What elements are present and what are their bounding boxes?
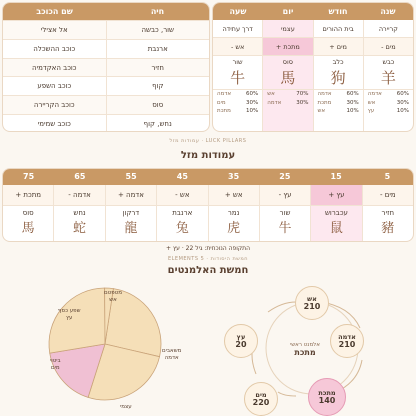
luck-element: אש + [209, 185, 259, 206]
pct-value: 30% [296, 99, 309, 106]
pillar-animal: כבש [382, 58, 395, 66]
luck-animal: דרקון [122, 209, 140, 217]
pie-label-text: משאבים אדמה [162, 348, 182, 361]
luck-glyph: 蛇 [73, 221, 87, 236]
pct-row [314, 107, 363, 116]
luck-pillar[interactable] [259, 185, 310, 242]
animal-cell: נחש, קוף [143, 119, 172, 128]
star-cell: כוכב ההשכלה [3, 40, 107, 58]
pillar-role: עצמי [263, 20, 312, 38]
luck-pillars-table [2, 168, 414, 242]
luck-pillar[interactable] [208, 185, 259, 242]
luck-element: אש - [157, 185, 207, 206]
pct-row [364, 107, 413, 116]
luck-element: מים - [363, 185, 413, 206]
header-day: יום [282, 7, 294, 16]
pie-label-text: עצמי [120, 404, 132, 410]
pie-label-text: ביטוי מים [50, 358, 61, 371]
animal-cell: שור, כבשה [141, 26, 175, 34]
pct-value: 30% [396, 99, 409, 106]
node-label: מתכת [318, 389, 336, 397]
pct-element: עץ [367, 108, 375, 114]
pie-label-earth [162, 348, 181, 362]
age-cell: 55 [125, 172, 137, 181]
age-cell: 75 [23, 172, 35, 181]
luck-animal: חזיר [381, 209, 395, 217]
pillar-glyph: 狗 [314, 68, 363, 90]
pie-label-water [50, 358, 61, 372]
pct-row [263, 90, 312, 99]
luck-element: עץ - [260, 185, 310, 206]
header-star: שם הכוכב [36, 7, 73, 16]
luck-animal: סוס [22, 209, 34, 217]
age-cell: 15 [330, 172, 342, 181]
star-animal-table [2, 2, 210, 132]
pillar-role: בית ההורים [314, 20, 363, 38]
arrow-metal-water [278, 392, 296, 396]
pillar-day[interactable] [263, 20, 313, 132]
pct-element: מתכת [317, 99, 332, 106]
pct-element: אדמה [367, 91, 382, 97]
animal-cell: סוס [152, 101, 164, 110]
pillar-glyph: 羊 [364, 68, 413, 90]
pct-row [213, 99, 262, 108]
pct-value: 10% [346, 108, 359, 114]
four-pillars-header [213, 3, 413, 20]
header-hour: שעה [229, 7, 247, 16]
node-value: 220 [252, 398, 270, 407]
pct-element: אדמה [267, 99, 282, 106]
star-cell: כוכב השפע [3, 77, 107, 95]
pillar-animal: שור [232, 58, 243, 66]
pct-value: 60% [346, 91, 359, 97]
star-animal-header [3, 3, 209, 20]
age-cell: 25 [279, 172, 291, 181]
luck-pillar[interactable] [362, 185, 413, 242]
pct-element: אש [367, 99, 376, 106]
pillar-element: אש - [213, 38, 262, 56]
luck-animal: שור [279, 209, 291, 217]
luck-glyph: 虎 [227, 221, 241, 236]
star-cell: כוכב שמימי [3, 115, 107, 132]
luck-ages-header [3, 169, 413, 185]
header-year: שנה [380, 7, 396, 16]
luck-glyph: 豬 [381, 221, 395, 236]
pct-value: 10% [396, 108, 409, 114]
pie-label-metal [120, 404, 132, 411]
pct-value: 30% [346, 99, 359, 106]
luck-element: עץ + [311, 185, 361, 206]
header-animal: חיה [150, 7, 165, 16]
pct-element: מתכת [217, 108, 231, 114]
animal-cell: ארנבת [147, 44, 168, 53]
pillar-animal: כלב [332, 58, 344, 66]
pillar-month[interactable] [314, 20, 364, 132]
star-cell: כוכב האקדמיה [3, 59, 107, 77]
luck-pillar-current[interactable] [310, 185, 361, 242]
pct-row [213, 90, 262, 99]
luck-title: עמודות מזל [180, 150, 236, 161]
element-node-wood[interactable] [224, 324, 258, 358]
pct-element: אש [267, 91, 275, 97]
star-cell: כוכב הקריירה [3, 96, 107, 114]
header-month: חודש [328, 7, 348, 16]
pct-row [364, 90, 413, 99]
node-label: מים [255, 391, 267, 399]
pillar-glyph: 馬 [263, 68, 312, 90]
pct-value: 60% [246, 91, 259, 97]
pie-label-text: שפע כסף עץ [58, 308, 81, 321]
luck-animal: ארנבת [172, 209, 193, 217]
pct-row [314, 90, 363, 99]
age-cell: 5 [384, 172, 391, 181]
pct-row [364, 99, 413, 108]
node-value: 140 [318, 396, 336, 405]
pct-value: 60% [396, 91, 409, 97]
pct-row [213, 107, 262, 116]
luck-caption: עמודות מזל · LUCK PILLARS [169, 138, 247, 144]
pct-value: 70% [296, 91, 309, 97]
pillar-role: קריירה [364, 20, 413, 38]
element-node-metal[interactable] [308, 378, 346, 416]
luck-glyph: 鼠 [329, 221, 343, 236]
pillar-element: מים + [314, 38, 363, 56]
table-row [3, 20, 209, 39]
pct-row [314, 99, 363, 108]
luck-animal: נמר [227, 209, 240, 217]
pct-element: אש [317, 108, 326, 114]
luck-pillar[interactable] [53, 185, 104, 242]
pillar-element: מים - [364, 38, 413, 56]
luck-pillar[interactable] [3, 185, 53, 242]
four-pillars-table [212, 2, 414, 132]
node-label: אדמה [338, 333, 356, 341]
luck-element: אדמה + [106, 185, 156, 206]
pct-element: אדמה [317, 91, 332, 97]
node-value: 20 [235, 340, 247, 349]
node-label: אש [307, 295, 317, 303]
node-value: 210 [303, 302, 321, 311]
pct-element: אדמה [217, 91, 232, 97]
pie-label-fire [104, 290, 122, 304]
element-node-water[interactable] [244, 382, 278, 416]
primary-element-caption: אלמנט ראשי [290, 342, 320, 348]
pillar-year[interactable] [364, 20, 413, 132]
node-label: עץ [236, 333, 246, 341]
luck-element: אדמה - [54, 185, 104, 206]
pct-element: מים [217, 99, 226, 106]
elements-caption: ELEMENTS 5 · חמשת היסודות [167, 256, 249, 262]
age-cell: 65 [74, 172, 86, 181]
table-row [3, 58, 209, 77]
luck-glyph: 馬 [21, 221, 35, 236]
pct-value: 30% [246, 99, 259, 106]
luck-glyph: 兔 [175, 221, 189, 236]
elements-title: חמשת האלמנטים [167, 265, 249, 276]
pillar-glyph: 牛 [213, 68, 262, 90]
primary-element [280, 342, 330, 357]
element-node-fire[interactable] [295, 286, 329, 320]
luck-glyph: 龍 [124, 221, 138, 236]
pie-label-wood [58, 308, 81, 322]
current-period-status: התקופה הנוכחית: גיל 22 · עץ + [165, 245, 251, 252]
table-row [3, 39, 209, 58]
pie-label-text: מטפטם אש [104, 290, 122, 303]
table-row [3, 114, 209, 132]
table-row [3, 95, 209, 114]
pillar-role: דרך עתידה [213, 20, 262, 38]
node-value: 210 [338, 340, 356, 349]
element-node-earth[interactable] [330, 324, 364, 358]
luck-animal: נחש [73, 209, 86, 217]
primary-element-value: מתכת [294, 348, 316, 357]
pillar-hour[interactable] [213, 20, 263, 132]
luck-element: מתכת + [3, 185, 53, 206]
pillar-element: מתכת + [263, 38, 312, 56]
table-row [3, 76, 209, 95]
age-cell: 45 [176, 172, 188, 181]
luck-pillar[interactable] [105, 185, 156, 242]
pillar-animal: סוס [282, 58, 293, 66]
luck-animal: עכברוש [324, 209, 348, 217]
pct-value: 10% [246, 108, 259, 114]
star-cell: אל אצילי [3, 21, 107, 39]
luck-glyph: 牛 [278, 221, 292, 236]
luck-pillar[interactable] [156, 185, 207, 242]
pct-row [263, 99, 312, 108]
animal-cell: חזיר [151, 63, 164, 72]
animal-cell: קוף [152, 82, 164, 91]
age-cell: 35 [228, 172, 240, 181]
